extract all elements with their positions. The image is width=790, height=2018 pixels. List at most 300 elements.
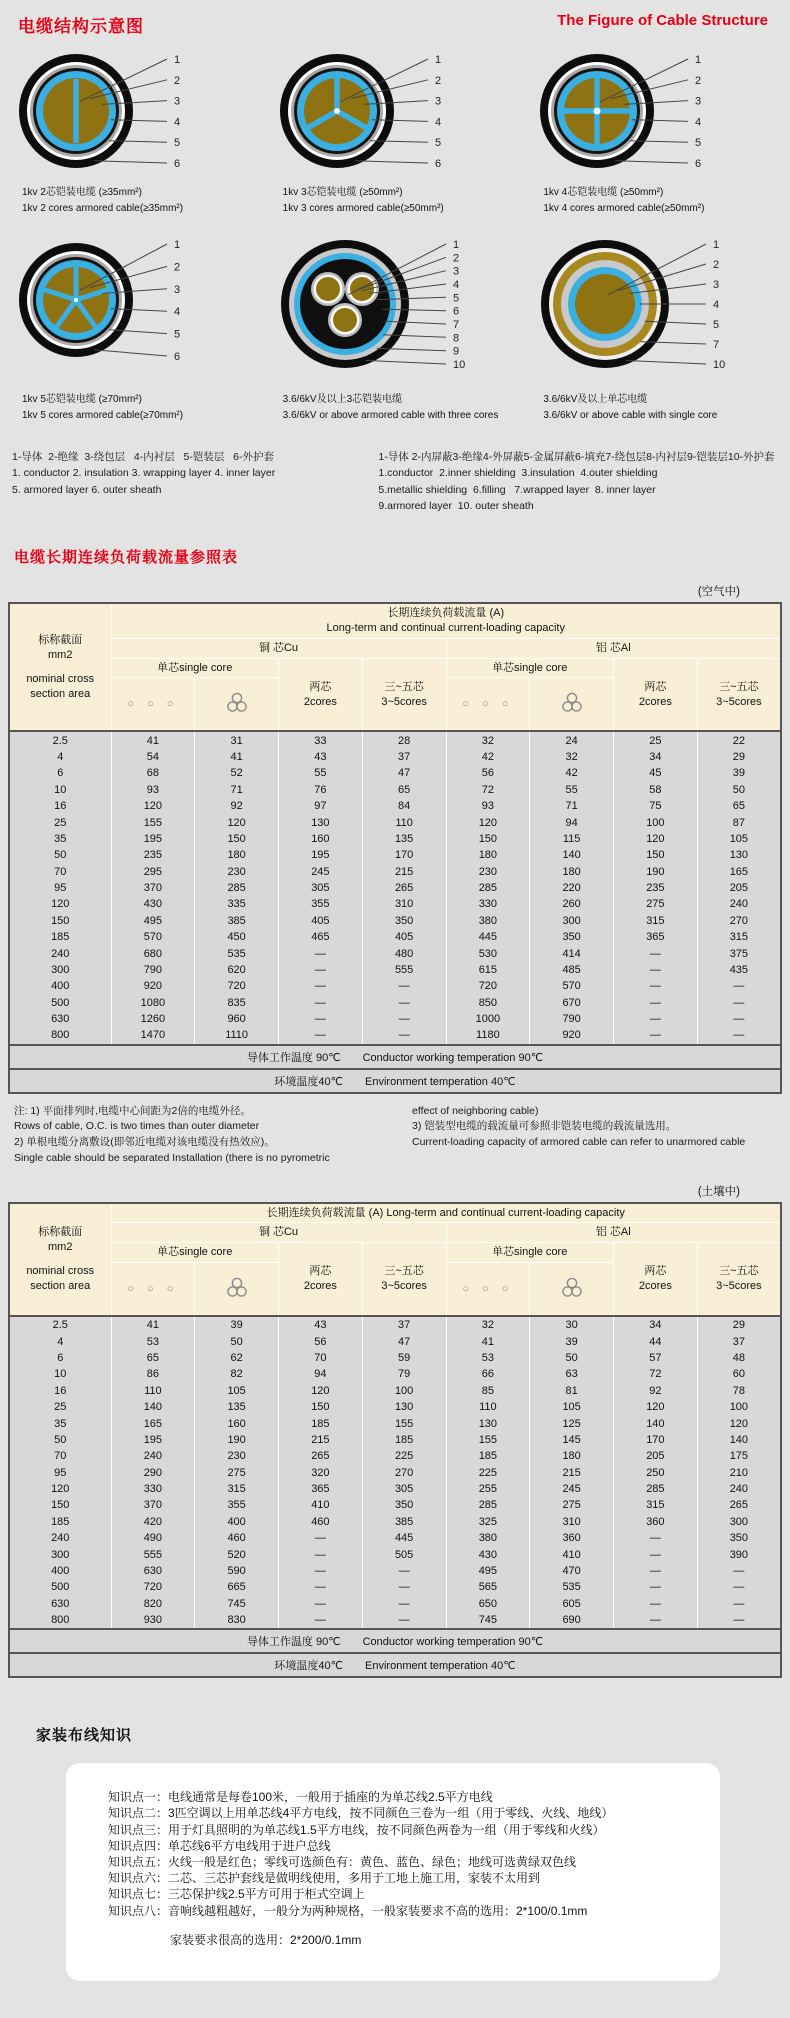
table-cell: 94 xyxy=(279,1366,363,1382)
table-row xyxy=(9,1464,781,1480)
table-cell: 82 xyxy=(195,1366,279,1382)
table-cell: 300 xyxy=(9,1546,111,1562)
table-cell: 240 xyxy=(9,945,111,961)
col-multi-cores-cu xyxy=(362,1243,446,1316)
table-cell: 71 xyxy=(195,782,279,798)
table-cell: 41 xyxy=(195,749,279,765)
table-cell: 1080 xyxy=(111,994,195,1010)
table-cell: 48 xyxy=(697,1350,781,1366)
table-cell: 230 xyxy=(446,863,530,879)
table-row xyxy=(9,1432,781,1448)
table-cell: 350 xyxy=(697,1530,781,1546)
table-footer-row xyxy=(9,1629,781,1653)
table-row xyxy=(9,1011,781,1027)
multi-cores-cn: 三~五芯 xyxy=(719,680,759,693)
table-cell: 720 xyxy=(111,1579,195,1595)
table-cell: 120 xyxy=(9,1481,111,1497)
table-cell: 25 xyxy=(614,731,698,748)
table-row xyxy=(9,831,781,847)
table-cell: 6 xyxy=(9,765,111,781)
table-cell: 65 xyxy=(111,1350,195,1366)
capacity-table-air xyxy=(8,602,782,1094)
conductor-temp-note: 导体工作温度 90℃ Conductor working temperation 90℃ xyxy=(9,1045,781,1069)
conductor-temp-note: 导体工作温度 90℃ Conductor working temperation 90℃ xyxy=(9,1629,781,1653)
table-cell: 555 xyxy=(362,962,446,978)
table-cell: — xyxy=(362,1595,446,1611)
table-cell: — xyxy=(614,1027,698,1044)
table-cell: 485 xyxy=(530,962,614,978)
layer-number-label: 1 xyxy=(174,239,181,251)
table-cell: 830 xyxy=(195,1612,279,1629)
table-cell: 165 xyxy=(111,1415,195,1431)
table-cell: 170 xyxy=(614,1432,698,1448)
layer-number-label: 4 xyxy=(434,116,441,129)
table-cell: 37 xyxy=(362,749,446,765)
table-cell: 185 xyxy=(279,1415,363,1431)
table-cell: 1260 xyxy=(111,1011,195,1027)
table-cell: 435 xyxy=(697,962,781,978)
knowledge-item: 知识点八：音响线越粗越好，一般分为两种规格，一般家装要求不高的选用：2*100/0.1mm xyxy=(108,1903,588,1918)
col-single-core-al: 单芯single core xyxy=(446,658,614,678)
table-cell: 33 xyxy=(279,731,363,748)
layer-number-label: 7 xyxy=(713,339,720,351)
table-cell: — xyxy=(279,978,363,994)
table-cell: 315 xyxy=(614,913,698,929)
table-cell: 54 xyxy=(111,749,195,765)
col-two-cores-cu xyxy=(279,1243,363,1316)
caption-line-cn: 3.6/6kV及以上单芯电缆 xyxy=(543,394,648,405)
note-line: 3) 铠装型电缆的载流量可参照非铠装电缆的载流量选用。 xyxy=(412,1120,677,1133)
table-cell: 275 xyxy=(195,1464,279,1480)
table-cell: 380 xyxy=(446,913,530,929)
knowledge-item: 知识点六：二芯、三芯护套线是做明线使用，多用于工地上施工用，家装不太用到 xyxy=(108,1871,541,1886)
table-cell: 205 xyxy=(614,1448,698,1464)
diagram-caption xyxy=(14,185,267,216)
table-cell: — xyxy=(362,1563,446,1579)
table-cell: 35 xyxy=(9,831,111,847)
table-cell: 53 xyxy=(446,1350,530,1366)
table-cell: — xyxy=(697,1011,781,1027)
knowledge-section-title: 家装布线知识 xyxy=(36,1727,133,1745)
table-cell: 285 xyxy=(446,1497,530,1513)
col1-unit: mm2 xyxy=(48,1240,73,1253)
table-cell: 165 xyxy=(697,863,781,879)
table-cell: 300 xyxy=(697,1514,781,1530)
table-cell: 58 xyxy=(614,782,698,798)
leader-line xyxy=(94,161,167,163)
cable-cross-section-3core-svg xyxy=(275,47,490,175)
col-two-cores-al xyxy=(614,658,698,731)
table-cell: 155 xyxy=(111,814,195,830)
trefoil-circles-icon xyxy=(530,678,614,732)
table-cell: 110 xyxy=(111,1383,195,1399)
col-copper: 铜 芯Cu xyxy=(111,1223,446,1243)
col-single-core-cu: 单芯single core xyxy=(111,1243,279,1263)
flat-circles-icon: ○ ○ ○ xyxy=(111,1263,195,1317)
table-cell: 265 xyxy=(279,1448,363,1464)
table-cell: 315 xyxy=(195,1481,279,1497)
table-row xyxy=(9,1333,781,1349)
table-cell: — xyxy=(362,978,446,994)
table-cell: 35 xyxy=(9,1415,111,1431)
table-cell: 495 xyxy=(446,1563,530,1579)
table-cell: 450 xyxy=(195,929,279,945)
table-cell: 270 xyxy=(697,913,781,929)
table-cell: 160 xyxy=(195,1415,279,1431)
table-cell: 56 xyxy=(446,765,530,781)
multi-cores-cn: 三~五芯 xyxy=(719,1265,759,1278)
table-cell: 140 xyxy=(614,1415,698,1431)
table-cell: 460 xyxy=(279,1514,363,1530)
layer-number-label: 6 xyxy=(452,305,459,318)
table-cell: — xyxy=(279,962,363,978)
table-cell: 6 xyxy=(9,1350,111,1366)
knowledge-item: 知识点四：单芯线6平方电线用于进户总线 xyxy=(108,1838,331,1853)
table-cell: 22 xyxy=(697,731,781,748)
table-cell: 25 xyxy=(9,814,111,830)
knowledge-item: 知识点三：用于灯具照明的为单芯线1.5平方电线，按不同颜色两卷为一组（用于零线和火线） xyxy=(108,1822,605,1837)
diagram-grid-row2 xyxy=(0,224,790,431)
table-cell: 110 xyxy=(362,814,446,830)
table-cell: — xyxy=(362,1011,446,1027)
table-cell: 490 xyxy=(111,1530,195,1546)
capacity-title-cell: 长期连续负荷载流量 (A) Long-term and continual current-loading capacity xyxy=(111,1203,781,1223)
leader-line xyxy=(94,350,167,356)
table-row xyxy=(9,782,781,798)
table-cell: 170 xyxy=(362,847,446,863)
table-cell: 800 xyxy=(9,1612,111,1629)
table-cell: — xyxy=(697,1579,781,1595)
table-cell: — xyxy=(614,994,698,1010)
table-cell: 120 xyxy=(279,1383,363,1399)
table-cell: 1000 xyxy=(446,1011,530,1027)
table-cell: 1470 xyxy=(111,1027,195,1044)
table-cell: 50 xyxy=(530,1350,614,1366)
table-cell: 220 xyxy=(530,880,614,896)
table-cell: 350 xyxy=(530,929,614,945)
table-cell: 65 xyxy=(697,798,781,814)
table-cell: 4 xyxy=(9,749,111,765)
table-cell: 745 xyxy=(446,1612,530,1629)
table-cell: 55 xyxy=(530,782,614,798)
layer-number-label: 3 xyxy=(434,95,441,108)
table-cell: 630 xyxy=(9,1595,111,1611)
table-cell: 93 xyxy=(111,782,195,798)
layer-number-label: 4 xyxy=(452,279,459,291)
table-cell: 155 xyxy=(446,1432,530,1448)
table-cell: 130 xyxy=(279,814,363,830)
table-row xyxy=(9,945,781,961)
capacity-table-soil-header xyxy=(9,1203,781,1317)
table-cell: 30 xyxy=(530,1316,614,1333)
legend-line: 1.conductor 2.inner shielding 3.insulation 4.outer shielding xyxy=(378,467,658,480)
multi-cores-en: 3~5cores xyxy=(716,695,762,708)
table-cell: 95 xyxy=(9,880,111,896)
table-cell: 385 xyxy=(195,913,279,929)
multi-cores-en: 3~5cores xyxy=(381,695,427,708)
table-cell: 150 xyxy=(279,1399,363,1415)
table-cell: — xyxy=(614,1579,698,1595)
col-single-core-al: 单芯single core xyxy=(446,1243,614,1263)
table-cell: 665 xyxy=(195,1579,279,1595)
table-cell: — xyxy=(697,1612,781,1629)
table-row xyxy=(9,896,781,912)
table-cell: 400 xyxy=(9,1563,111,1579)
table-cell: 2.5 xyxy=(9,1316,111,1333)
table-cell: — xyxy=(614,962,698,978)
table-cell: 39 xyxy=(530,1333,614,1349)
table-cell: 365 xyxy=(614,929,698,945)
table-cell: 630 xyxy=(111,1563,195,1579)
table-cell: 605 xyxy=(530,1595,614,1611)
col1-cn: 标称截面 xyxy=(38,1226,83,1239)
table-cell: 565 xyxy=(446,1579,530,1595)
table-cell: 2.5 xyxy=(9,731,111,748)
table-cell: 225 xyxy=(362,1448,446,1464)
cable-diagram-hv-3core xyxy=(267,226,528,431)
legend-left xyxy=(12,449,352,514)
table-row xyxy=(9,1546,781,1562)
table-cell: 180 xyxy=(195,847,279,863)
table-row xyxy=(9,1366,781,1382)
cable-diagram-5core xyxy=(6,226,267,431)
col-copper: 铜 芯Cu xyxy=(111,638,446,658)
table-cell: 680 xyxy=(111,945,195,961)
table-cell: 42 xyxy=(446,749,530,765)
capacity-title-cell xyxy=(111,603,781,638)
two-cores-cn: 两芯 xyxy=(309,1265,332,1278)
layer-number-label: 3 xyxy=(452,265,459,278)
col1-en2: section area xyxy=(30,687,91,700)
capacity-table-soil-footer xyxy=(9,1629,781,1677)
table-cell: 120 xyxy=(697,1415,781,1431)
table-cell: 24 xyxy=(530,731,614,748)
table-cell: 41 xyxy=(111,731,195,748)
table-cell: 315 xyxy=(614,1497,698,1513)
table-cell: 615 xyxy=(446,962,530,978)
layer-number-label: 6 xyxy=(695,158,702,170)
caption-line-cn: 1kv 3芯铠装电缆 (≥50mm²) xyxy=(282,187,403,198)
table-cell: 50 xyxy=(195,1333,279,1349)
table-cell: 60 xyxy=(697,1366,781,1382)
col-aluminium: 铝 芯Al xyxy=(446,1223,781,1243)
table-cell: 185 xyxy=(446,1448,530,1464)
layer-number-label: 3 xyxy=(174,95,181,108)
table-cell: 1110 xyxy=(195,1027,279,1044)
notes-right xyxy=(412,1104,776,1167)
cable-cross-section-hv-1core-svg xyxy=(535,232,770,382)
table-row xyxy=(9,913,781,929)
table-cell: 310 xyxy=(530,1514,614,1530)
table-row xyxy=(9,1415,781,1431)
flat-circles-icon: ○ ○ ○ xyxy=(446,1263,530,1317)
caption-line-en: 3.6/6kV or above cable with single core xyxy=(543,409,718,421)
table-cell: 240 xyxy=(9,1530,111,1546)
multi-cores-en: 3~5cores xyxy=(381,1280,427,1293)
col-single-core-cu: 单芯single core xyxy=(111,658,279,678)
cable-cross-section-hv-3core-svg xyxy=(275,232,510,382)
table-cell: 100 xyxy=(614,814,698,830)
environment-temp-note: 环境温度40℃ Environment temperation 40℃ xyxy=(9,1653,781,1677)
table-cell: 92 xyxy=(195,798,279,814)
table-cell: 305 xyxy=(279,880,363,896)
legend-line: 5. armored layer 6. outer sheath xyxy=(12,483,162,496)
layer-number-label: 2 xyxy=(452,252,459,265)
table-cell: 355 xyxy=(195,1497,279,1513)
diagram-caption xyxy=(275,185,528,216)
table-cell: 215 xyxy=(530,1464,614,1480)
cable-cross-section-5core-svg xyxy=(14,232,229,372)
table-cell: 690 xyxy=(530,1612,614,1629)
table-cell: 92 xyxy=(614,1383,698,1399)
table-cell: 295 xyxy=(111,863,195,879)
two-cores-en: 2cores xyxy=(303,1280,337,1293)
table-cell: 65 xyxy=(362,782,446,798)
table-cell: 37 xyxy=(697,1333,781,1349)
table-row xyxy=(9,880,781,896)
table-cell: — xyxy=(697,1595,781,1611)
table-row xyxy=(9,765,781,781)
table-cell: 53 xyxy=(111,1333,195,1349)
col-multi-cores-cu xyxy=(362,658,446,731)
table-cell: 530 xyxy=(446,945,530,961)
table-cell: 45 xyxy=(614,765,698,781)
capacity-table-air-header xyxy=(9,603,781,731)
knowledge-item-continuation: 家装要求很高的选用：2*200/0.1mm xyxy=(170,1932,362,1947)
layer-number-label: 5 xyxy=(713,319,720,331)
caption-line-en: 1kv 5 cores armored cable(≥70mm²) xyxy=(22,409,184,421)
table-cell: — xyxy=(697,1563,781,1579)
caption-line-cn: 1kv 2芯铠装电缆 (≥35mm²) xyxy=(22,187,142,198)
capacity-table-air-body xyxy=(9,731,781,1044)
knowledge-item: 知识点一：电线通常是每卷100米，一般用于插座的为单芯线2.5平方电线 xyxy=(108,1790,493,1805)
table-cell: 42 xyxy=(530,765,614,781)
table-cell: 650 xyxy=(446,1595,530,1611)
table-cell: — xyxy=(697,1027,781,1044)
col-multi-cores-al xyxy=(697,658,781,731)
caption-line-cn: 3.6/6kV及以上3芯铠装电缆 xyxy=(282,394,403,405)
caption-line-en: 3.6/6kV or above armored cable with three cores xyxy=(282,409,499,421)
capacity-title-en: Long-term and continual current-loading capacity xyxy=(326,621,565,634)
table-cell: 330 xyxy=(111,1481,195,1497)
layer-number-label: 8 xyxy=(452,332,459,345)
table-cell: 110 xyxy=(446,1399,530,1415)
table-cell: 300 xyxy=(530,913,614,929)
leader-line xyxy=(626,360,707,364)
diagram-caption xyxy=(14,392,267,423)
table-cell: 960 xyxy=(195,1011,279,1027)
table-cell: 140 xyxy=(111,1399,195,1415)
table-cell: 41 xyxy=(111,1316,195,1333)
note-line: Single cable should be separated Installation (there is no pyrometric xyxy=(14,1151,330,1164)
note-line: 注: 1) 平面排列时,电缆中心间距为2倍的电缆外径。 xyxy=(14,1104,251,1117)
table-cell: 790 xyxy=(530,1011,614,1027)
capacity-table-air-footer xyxy=(9,1045,781,1093)
col1-en1: nominal cross xyxy=(26,1264,95,1277)
table-cell: 62 xyxy=(195,1350,279,1366)
table-cell: 355 xyxy=(279,896,363,912)
notes-left xyxy=(14,1104,378,1167)
table-cell: 59 xyxy=(362,1350,446,1366)
capacity-title-cn: 长期连续负荷载流量 (A) xyxy=(387,607,505,620)
trefoil-circles-icon xyxy=(195,1263,279,1317)
table-cell: 370 xyxy=(111,1497,195,1513)
table-cell: 50 xyxy=(697,782,781,798)
table-cell: 405 xyxy=(279,913,363,929)
table-row xyxy=(9,814,781,830)
table-cell: — xyxy=(279,1612,363,1629)
table-row xyxy=(9,1448,781,1464)
hv-core xyxy=(328,303,362,337)
table-cell: 94 xyxy=(530,814,614,830)
table-row xyxy=(9,1383,781,1399)
table-cell: 29 xyxy=(697,1316,781,1333)
layer-number-label: 1 xyxy=(452,239,459,251)
table-cell: 16 xyxy=(9,1383,111,1399)
table-cell: 350 xyxy=(362,1497,446,1513)
table-cell: 285 xyxy=(614,1481,698,1497)
table-cell: — xyxy=(614,1546,698,1562)
table-cell: — xyxy=(614,1612,698,1629)
table-cell: 495 xyxy=(111,913,195,929)
layer-number-label: 6 xyxy=(174,158,181,170)
table-cell: 590 xyxy=(195,1563,279,1579)
table-cell: 25 xyxy=(9,1399,111,1415)
table-cell: 16 xyxy=(9,798,111,814)
leader-line xyxy=(365,360,446,364)
table-cell: 95 xyxy=(9,1464,111,1480)
table-cell: 920 xyxy=(530,1027,614,1044)
table-cell: 470 xyxy=(530,1563,614,1579)
table-cell: 385 xyxy=(362,1514,446,1530)
table-cell: 195 xyxy=(279,847,363,863)
table-cell: 410 xyxy=(530,1546,614,1562)
table-cell: 210 xyxy=(697,1464,781,1480)
col-two-cores-cu xyxy=(279,658,363,731)
capacity-section-title: 电缆长期连续负荷载流量参照表 xyxy=(14,549,239,567)
table-cell: 300 xyxy=(9,962,111,978)
table-cell: 72 xyxy=(446,782,530,798)
caption-line-en: 1kv 2 cores armored cable(≥35mm²) xyxy=(22,202,184,214)
table-cell: 215 xyxy=(279,1432,363,1448)
table-cell: 320 xyxy=(279,1464,363,1480)
table-cell: 215 xyxy=(362,863,446,879)
table-cell: 260 xyxy=(530,896,614,912)
table-cell: 47 xyxy=(362,1333,446,1349)
table-cell: 505 xyxy=(362,1546,446,1562)
legend-line: 1-导体 2-内屏蔽3-绝缘4-外屏蔽5-金属屏蔽6-填充7-绕包层8-内衬层9-铠装层10-外护套 xyxy=(378,451,775,463)
layer-number-label: 1 xyxy=(434,54,441,66)
table-cell: 32 xyxy=(446,1316,530,1333)
table-cell: 120 xyxy=(9,896,111,912)
table-cell: 43 xyxy=(279,749,363,765)
table-footer-row xyxy=(9,1069,781,1093)
layer-number-label: 1 xyxy=(713,239,720,251)
table-cell: 400 xyxy=(9,978,111,994)
note-line: Rows of cable, O.C. is two times than outer diameter xyxy=(14,1120,260,1133)
table-cell: 790 xyxy=(111,962,195,978)
table-cell: 630 xyxy=(9,1011,111,1027)
table-cell: 180 xyxy=(446,847,530,863)
page-title-en: The Figure of Cable Structure xyxy=(557,12,768,29)
col1-en2: section area xyxy=(30,1279,91,1292)
diagram-grid-row1 xyxy=(0,39,790,224)
note-line: effect of neighboring cable) xyxy=(412,1104,539,1117)
table-cell: 70 xyxy=(9,863,111,879)
table-cell: 305 xyxy=(362,1481,446,1497)
knowledge-card xyxy=(66,1763,720,1981)
knowledge-item: 知识点二：3匹空调以上用单芯线4平方电线，按不同颜色三卷为一组（用于零线、火线、地线） xyxy=(108,1806,614,1821)
